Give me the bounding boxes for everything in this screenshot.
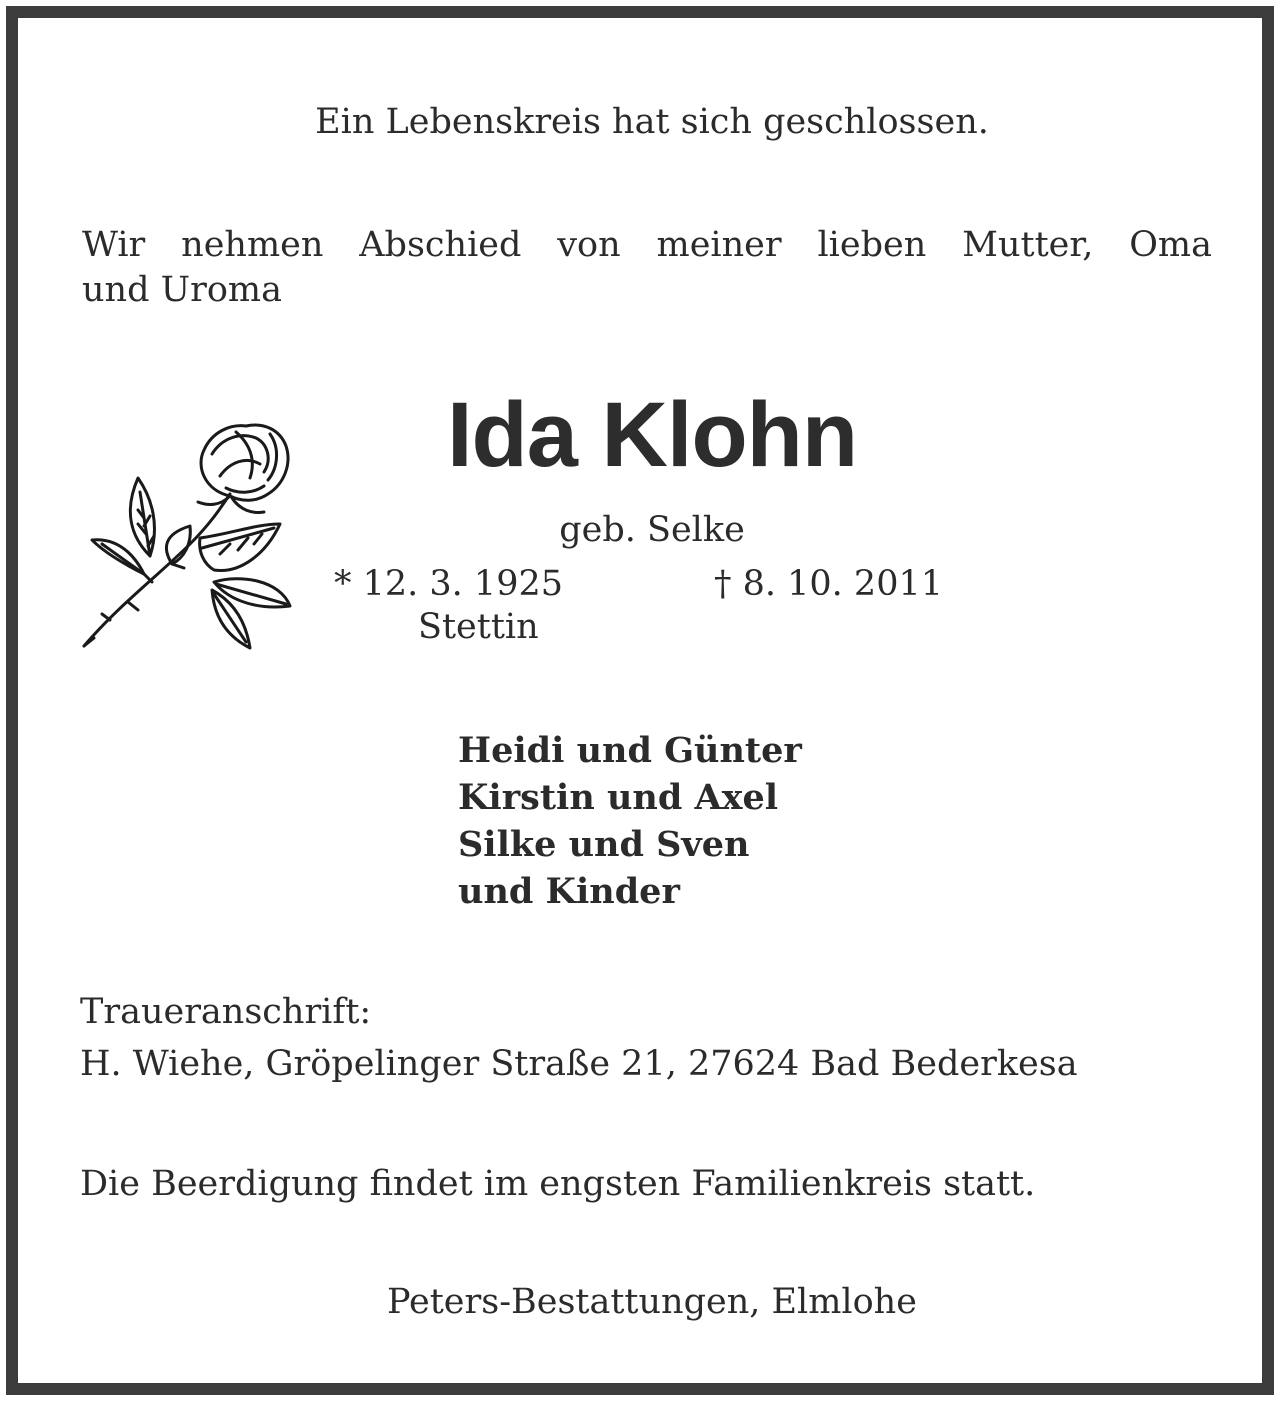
obituary-notice	[6, 6, 1274, 1395]
mourner-line: Kirstin und Axel	[458, 777, 779, 818]
mourner-line: und Kinder	[458, 871, 680, 912]
farewell-text-line-2: und Uroma	[82, 270, 282, 310]
funeral-note: Die Beerdigung findet im engsten Familienkreis statt.	[80, 1164, 1036, 1204]
farewell-text-line-1: Wir nehmen Abschied von meiner lieben Mutter, Oma	[82, 225, 1212, 265]
undertaker: Peters-Bestattungen, Elmlohe	[387, 1282, 917, 1322]
intro-line: Ein Lebenskreis hat sich geschlossen.	[315, 102, 989, 142]
address-label: Traueranschrift:	[80, 992, 372, 1032]
birthplace: Stettin	[418, 607, 539, 647]
mourner-line: Silke und Sven	[458, 824, 750, 865]
mourning-address: H. Wiehe, Gröpelinger Straße 21, 27624 Bad Bederkesa	[80, 1044, 1078, 1084]
mourners-list	[458, 727, 802, 915]
maiden-name: geb. Selke	[559, 510, 745, 550]
death-date: † 8. 10. 2011	[714, 564, 944, 604]
mourner-line: Heidi und Günter	[458, 730, 802, 771]
birth-date: * 12. 3. 1925	[334, 564, 564, 604]
deceased-name: Ida Klohn	[446, 384, 858, 486]
